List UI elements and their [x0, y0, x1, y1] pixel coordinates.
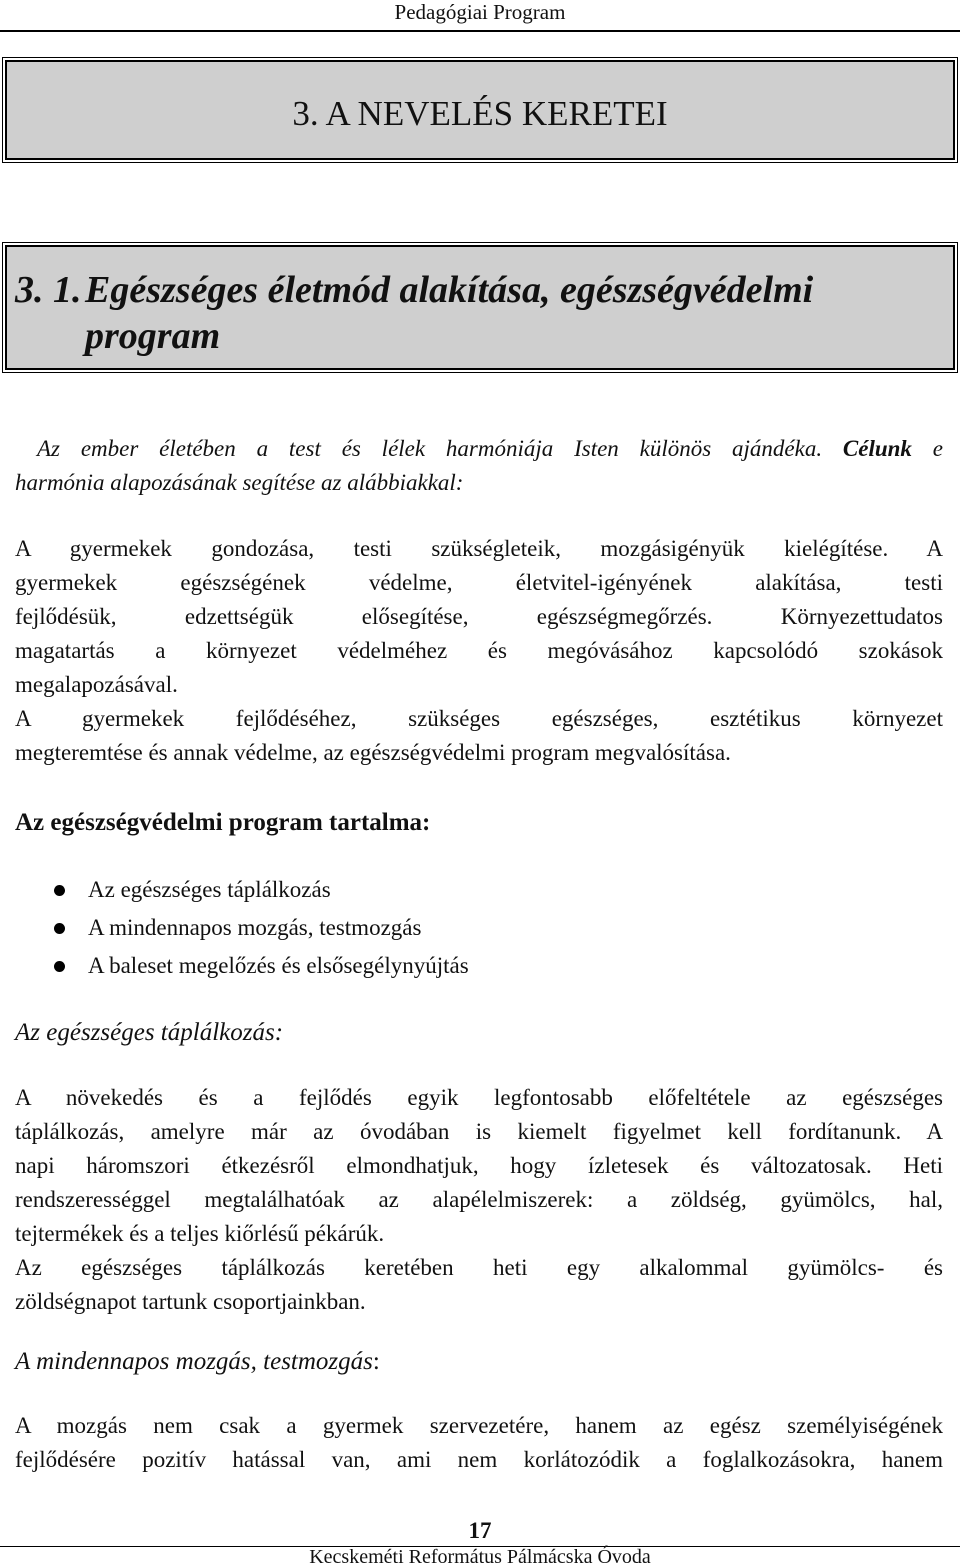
nutrition-heading: Az egészséges táplálkozás:: [15, 1019, 284, 1046]
goals-line: megteremtése és annak védelme, az egészségvédelmi program megvalósítása.: [15, 740, 731, 765]
goals-line: A gyermekek fejlődéséhez, szükséges egészséges, esztétikus környezet: [15, 706, 943, 731]
subsection-title: [15, 267, 895, 359]
nutrition-line: táplálkozás, amelyre már az óvodában is kiemelt figyelmet kell fordítanunk. A: [15, 1119, 943, 1144]
program-list: [50, 873, 469, 987]
intro-line-1: Az ember életében a test és lélek harmóniája Isten különös ajándéka. Célunk e: [37, 436, 943, 461]
movement-heading: A mindennapos mozgás, testmozgás:: [15, 1348, 380, 1375]
bullet-icon: [54, 923, 65, 934]
list-item-label: A mindennapos mozgás, testmozgás: [88, 915, 422, 940]
page-footer: Kecskeméti Református Pálmácska Óvoda: [309, 1546, 651, 1568]
bullet-icon: [54, 961, 65, 972]
subsection-title-line2: program: [85, 315, 221, 357]
section-title: 3. A NEVELÉS KERETEI: [292, 94, 668, 133]
program-heading: Az egészségvédelmi program tartalma:: [15, 809, 431, 836]
page-number: 17: [468, 1518, 492, 1543]
movement-line: A mozgás nem csak a gyermek szervezetére, hanem az egész személyiségének: [15, 1413, 943, 1438]
goals-line: magatartás a környezet védelméhez és megóvásához kapcsolódó szokások: [15, 638, 943, 663]
header-divider: [0, 30, 960, 32]
list-item: [50, 911, 469, 949]
goals-line: gyermekek egészségének védelme, életvitel-igényének alakítása, testi: [15, 570, 943, 595]
goals-paragraph: [15, 532, 943, 770]
list-item: [50, 873, 469, 911]
page-header: Pedagógiai Program: [394, 0, 566, 24]
nutrition-line: Az egészséges táplálkozás keretében heti egy alkalommal gyümölcs- és: [15, 1255, 943, 1280]
nutrition-line: zöldségnapot tartunk csoportjainkban.: [15, 1289, 366, 1314]
subsection-number: 3. 1.: [15, 269, 82, 311]
list-item-label: Az egészséges táplálkozás: [88, 877, 331, 902]
nutrition-line: A növekedés és a fejlődés egyik legfontosabb előfeltétele az egészséges: [15, 1085, 943, 1110]
list-item-label: A baleset megelőzés és elsősegélynyújtás: [88, 953, 469, 978]
nutrition-line: tejtermékek és a teljes kiőrlésű pékárúk.: [15, 1221, 385, 1246]
movement-line: fejlődésére pozitív hatással van, ami nem korlátozódik a foglalkozásokra, hanem: [15, 1447, 943, 1472]
goals-line: megalapozásával.: [15, 672, 178, 697]
nutrition-paragraph: [15, 1081, 943, 1319]
goals-line: fejlődésük, edzettségük elősegítése, egészségmegőrzés. Környezettudatos: [15, 604, 943, 629]
movement-paragraph: [15, 1409, 943, 1477]
movement-heading-text: A mindennapos mozgás, testmozgás: [15, 1348, 373, 1375]
nutrition-line: rendszerességgel megtalálhatóak az alapélelmiszerek: a zöldség, gyümölcs, hal,: [15, 1187, 943, 1212]
intro-line-2: harmónia alapozásának segítése az alábbiakkal:: [15, 470, 464, 495]
bullet-icon: [54, 885, 65, 896]
list-item: [50, 949, 469, 987]
intro-paragraph: [15, 432, 943, 500]
nutrition-line: napi háromszori étkezésről elmondhatjuk, hogy ízletesek és változatosak. Heti: [15, 1153, 943, 1178]
section-title-box: [5, 60, 955, 160]
goals-line: A gyermekek gondozása, testi szükségleteik, mozgásigényük kielégítése. A: [15, 536, 943, 561]
subsection-title-line1: Egészséges életmód alakítása, egészségvédelmi: [85, 269, 814, 311]
subsection-title-box: [5, 245, 955, 370]
